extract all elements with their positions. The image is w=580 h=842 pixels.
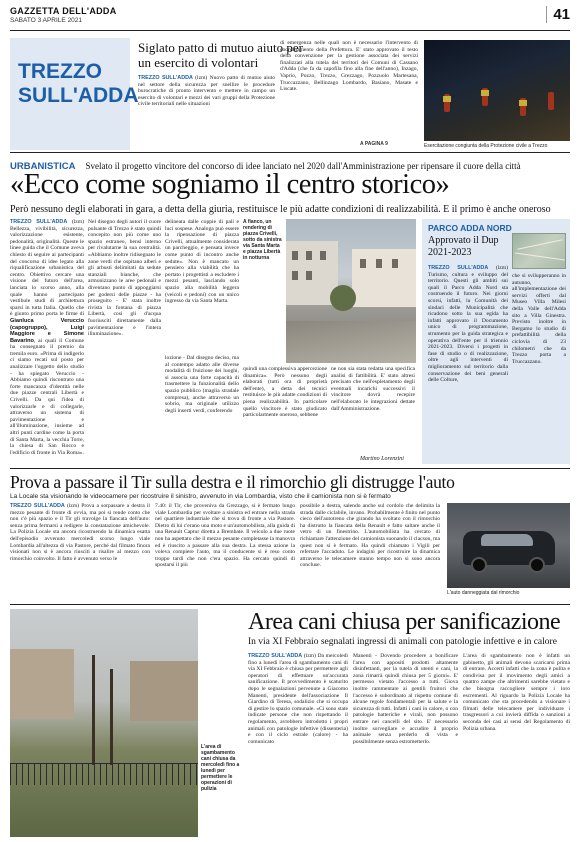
author-tag: (lzm) <box>71 219 84 225</box>
body-text: , ai quali il Comune ha consegnato il premio da tremila euro. «Prima di indigerlo ci siamo recati sul posto per analizzare l'oggetto dello studio - ha spiegato Veruccio - Abbiamo quindi riscontrato una forte mancanza d'identità nelle due piazze centrali Libertà e Crivelli. Da qui l'idea di valorizzarle e di collegarle, attraverso un sistema di pavimentazione e all'illuminazione, insieme ad altri punti cardine come la porta di Santa Marta, la vecchia Torre, la chiesa di San Rocco e l'edificio di fronte in Via Roma». <box>10 337 84 456</box>
story2-column-2: 7.40: il Tir, che proveniva da Grezzago, si è fermato lungo viale Lombardia per svoltare a sinistra ed entrare nella strada nel quartiere industriale che si trova di fronte a via Pastore. Dietro di lui c'erano una moto e un'automobilista, alla guida di una Renault Captur diretta a Brembate. Il veicolo a due ruote non ha aspettato che il mezzo pesante completasse la manovra ed è riuscito a passare alla sua destra. La stessa azione la voleva compiere l'auto, ma il conducente si è reso conto troppo tardi che non c'era spazio. Ha cercato quindi di spostarsi il più <box>155 503 295 569</box>
section-tag-line1: TREZZO <box>18 60 102 83</box>
body-text: Turismo, cultura e sviluppo del territorio. Questi gli ambiti sui quali il Parco Adda Nord sta costruendo il futuro. Nei giorni scorsi, infatti, la Comunità dei sindaci delle Municipalità che ricadono sotto la sua egida ha infatti approvato il Documento unico di programmazione, strumento per la guida strategica e operativa dell'ente per il triennio 2021-2023. Diversi i progetti in fase di studio o di realizzazione, oltre agli interventi di miglioramento sul territorio dalla conservazione dei beni generali delle Colture, <box>428 271 508 384</box>
sidebar-body-1 <box>428 265 508 461</box>
building-shape <box>352 249 416 307</box>
section-divider <box>10 152 570 153</box>
body-text: Da mercoledì fino a lunedì l'area di sgambamento cani di via XI Febbraio è chiusa per permettere agli operatori di effettuare un'accurata sanificazione. Il provvedimento è scaturito dopo le segnalazioni pervenute a Giacomo Manenti, presidente dell'associazione Il Giardino di Teresa, sodalizio che si occupa di gestire lo spazio comunale. «Ci sono state indicate persone che non rispettando il regolamento, avrebbero introdotto i propri animali con patologie infettive (dissenteria) e con il ciclo estrale (calore) - ha comunicato <box>248 653 348 745</box>
story3-column-2: Manenti - Dovendo procedere a bonificare l'area con appositi prodotti altamente disinfettanti, per la tutela di utenti e cani, la zona rimarrà quindi chiusa per 5 giorni». E' permesso vietato l'accesso a tutti. Giova inoltre rammentare ai gentili fruitori che l'accesso è subordinato al rispetto comune di alcune regole fondamentali per la salute e la sicurezza di tutti. Infatti i cani in calore, o con patologie batteriche e virali, non possono entrare nei cancelli del sito. E' necessario inoltre sorvegliare e accudire il proprio animale senza perderlo di vista e possibilmente senza estrometterlo. <box>353 653 458 745</box>
section-divider <box>10 604 570 605</box>
masthead <box>10 4 570 34</box>
story3-subheadline: In via XI Febbraio segnalati ingressi di animali con patologie infettive e in calore <box>248 637 557 647</box>
dateline: TREZZO SULL'ADDA <box>10 503 65 509</box>
story2-column-3: possibile a destra, salendo anche sul cordolo che delimita la strada dalle ciclabile, invano. Probabilmente è finito nel punto cieco dell'autotreno che girando ha svoltato con il rimorchio ha distrutto la fiancata della Renault e fatto saltare anche il vetro di un finestrino. L'automobilista ha cercato di richiamare l'attenzione del camionista suonando il clacson, ma quest non si è fermato. Ha quindi chiamato i Vigili per refertare l'accaduto. Le indagini per ricostruire la dinamica attraverso le telecamere stanno tempo non si sono ancora concluse. <box>300 503 440 569</box>
section-divider <box>10 468 570 469</box>
kicker-label: URBANISTICA <box>10 161 76 172</box>
article-column-1 <box>10 219 84 464</box>
story3-column-1 <box>248 653 348 837</box>
article-column-4: quindi una complessiva appercezione dinamica». Però nessuno degli elaborati (tutti ora di proprietà dell'ente), a detta dei tecnici restituisce le più adatte condizioni di piena realizzabilità. In particolare quello vincitore è stato giudicato particolarmente oneroso, sebbene <box>243 366 327 419</box>
rescuer-figure <box>548 92 554 110</box>
window-shape <box>306 251 312 260</box>
car-wheel <box>471 557 487 573</box>
piazza-pavement <box>286 321 416 363</box>
body-text: Bellezza, vivibilità, sicurezza, valorizzazione esistente, pedonalità, originalità. Queste le linee guida che il Comune aveva chiesto di seguire ai partecipanti del concorso di idee legato alla riqualificazione urbanistica del centro. Obiettivo cercare una visione del futuro dell'area, lanciata lo scorso anno, alla quale hanno partecipato vestibule studi di architettura sparsi in tutta Italia. Quello che è giunto primo porta le firme di <box>10 225 84 318</box>
car-wheel <box>529 557 545 573</box>
sidebar-title: Approvato il Dup 2021-2023 <box>428 235 499 258</box>
sidebar-kicker: PARCO ADDA NORD <box>428 223 512 233</box>
map-road <box>517 239 562 250</box>
car-window <box>481 534 533 546</box>
story3-column-3: L'area di sgambamento non è infatti un gabinetto, gli animali devono scaricarsi prima di entrare. Accerti infatti che la zona è pulita e condivisa per il movimento degli amici a quattro zampe che altrimenti sarebbe vietato e che bisogna raccogliere sempre i loro escrementi. Al riguardo la Polizia Locale ha comunicato che sta procedendo a visionare i filmati delle telecamere per individuare i trasgressori a cui invierà diffida o sanzioni a seconda dei casi ai sensi del Regolamento di Polizia urbana. <box>463 653 570 732</box>
building-shape <box>10 649 74 719</box>
rescuer-vest <box>481 90 489 96</box>
damaged-car-photo <box>447 503 570 588</box>
top-photo-caption: Esercitazione congiunta della Protezione civile a Trezzo <box>424 143 548 149</box>
author-tag: (lzm) <box>66 503 80 509</box>
window-shape <box>376 259 382 268</box>
park-map-image <box>512 233 566 269</box>
article-column-5: ne non sia stata redatta una specifica analisi di fattibilità. E' stato altresì precisato che nell'espletamento degli eventuali incarichi successivi il vincitore dovrà recepire nell'elaborato le integrazioni dettate dall'Amministrazione. <box>331 366 415 412</box>
tree-shape <box>330 285 356 311</box>
section-tag <box>10 38 139 150</box>
sidebar-box <box>422 219 570 464</box>
author-tag: (lzm) <box>195 75 208 81</box>
top-story-body-2: di emergenza nelle quali non è necessario l'intervento di coordinamento della Prefettura. E' stato approvato il testo della convenzione per la gestione associata dei servizi finalizzati alla tutela dei territori dei Comuni di Cassano d'Adda (che fa da capofila fino alla fine dell'anno), Inzago, Vaprio, Pozzo, Trezzo, Grezzago, Pozzuolo Martesana, Truccazzano, Bellinzago Lombardo, Basiano, Masate e Liscate. <box>280 40 418 93</box>
top-story-title: Siglato patto di mutuo aiuto per un esercito di volontari <box>138 40 304 70</box>
dateline: TREZZO SULL'ADDA <box>10 219 68 225</box>
window-shape <box>360 259 366 268</box>
story2-column-1 <box>10 503 150 599</box>
tree-trunk <box>92 655 95 765</box>
civil-protection-photo <box>424 40 570 141</box>
section-tag-line2: SULL'ADDA <box>18 84 139 107</box>
window-shape <box>292 251 298 260</box>
story3-headline: Area cani chiusa per sanificazione <box>248 609 561 635</box>
fence <box>10 763 198 785</box>
author-tag: (lzm) <box>495 265 508 271</box>
rendering-caption: A fianco, un rendering di piazza Crivelli, sotto da sinistra via Santa Marta e piazza Libertà in notturna <box>243 219 282 261</box>
tree-trunk <box>110 669 113 765</box>
page-refer: A PAGINA 9 <box>360 141 388 147</box>
rescuer-vest <box>443 96 451 102</box>
map-road <box>515 253 565 261</box>
window-shape <box>306 271 312 280</box>
body-text: Prova a sorpassare a destra il mezzo pesante di fronte di ovvia, ma poi si rende conto che non c'è più spazio e il Tir gli travolge la fiancata dell'auto: senza prima fermarsi a redigere la constatazione amichevole. La Polizia Locale sta ancora ricostruendo la dinamica esatta dell'episodio avvenuto mercoledì scorso lungo viale Lombardia all'altezza di via Pastore, perché dal filmato finora visionati non si è ancora riusciti a risalire al mezzo con rimorchio coinvolto. Il fatto è avvenuto verso le <box>10 503 150 562</box>
issue-date: SABATO 3 APRILE 2021 <box>10 17 83 24</box>
dog-area-photo <box>10 609 198 837</box>
dog-area-caption: L'area di sgambamento cani chiusa da mercoledì fino a lunedì per permettere le operazioni di pulizia <box>201 744 240 792</box>
article-column-2: Nel disegno degli autori il cuore pulsante di Trezzo è stato quindi concepito non più come uno spazio estraneo, bensì interno per rivalutarne la sua centralità. «Abbiamo inoltre ridisegnato le zone verdi che ospitano alberi e gli arbusti delimitati da sedute stanziali bianche, che armonizzano le aree pedonali e diventano punto di appoggiarsi per godersi delle piazze - ha proseguito - E' stata inoltre rivista la fontana di piazza Libertà, così gli d'acqua fuoriusciti direttamente dalla pavimentazione e l'intera illuminazione». <box>88 219 161 338</box>
building-shape <box>130 661 198 721</box>
dateline: TREZZO SULL'ADDA <box>428 265 489 271</box>
kicker-text: Svelato il progetto vincitore del concorso di idee lanciato nel 2020 dall'Amministrazione per ripensare il cuore della città <box>85 161 521 171</box>
winner-names: Gianluca Veruccio (capogruppo), Luigi Maggiore e Simone Bavarino <box>10 317 84 344</box>
story2-subheadline: La Locale sta visionando le videocamere per ricostruire il sinistro, avvenuto in via Lombardia, visto che il camionista non si è fermato <box>10 493 391 500</box>
byline: Martino Lorenzini <box>360 456 404 462</box>
dateline: TREZZO SULL'ADDA <box>248 653 303 659</box>
sidebar-body-2: che si svilupperanno in autunno, all'implementazione dei servizi offerti dal Museo Villa Milesi della Valle dell'Adda sito a Villa Ginestra. Previsto inoltre in Bergamo lo studio di prefattibilità della ciclovia di 23 chilometri che da Trezzo porta a Truccazzano. <box>512 273 566 365</box>
author-tag: (lzm) <box>303 653 316 659</box>
article-column-3: delineata dalle coppie di pali e luci sospese. Analoga può essere la ripensazione di piazza Crivelli, attualmente considerata un parcheggio, e pensata invece come punto di incontro anche sedute». Non è mancato un pensiero alla viabilità che ha portato i progettisti a escludere i mezzi pesanti, lasciando solo spazio alla mobilità leggera (veicoli e pedoni) con un unico ingresso da via Santa Marta. <box>165 219 239 305</box>
article-column-3b: lozione - Dal disegno deciso, ma al contempo adatto alle diverse modalità di fruizione dei luoghi, si associa una forte capacità di trasmettere la funzionalità dello spazio pubblico (maglia stradale compresa), anche attraverso un sobrio, ma originale utilizzo degli inserti verdi, conferendo <box>165 355 239 414</box>
main-headline: «Ecco come sogniamo il centro storico» <box>10 169 450 200</box>
window-shape <box>392 259 398 268</box>
window-shape <box>292 271 298 280</box>
piazza-rendering-image <box>286 219 416 363</box>
newspaper-name: GAZZETTA DELL'ADDA <box>10 6 117 16</box>
page-number: 41 <box>546 6 570 23</box>
car-photo-caption: L'auto danneggiata dal rimorchio <box>447 590 520 596</box>
story2-headline: Prova a passare il Tir sulla destra e il rimorchio gli distrugge l'auto <box>10 472 455 492</box>
body-text: Nuovo patto di mutuo aiuto nel settore della sicurezza per snellire le procedure burocratiche di pronto intervento e mettere in campo un esercito di volontari e mezzi dei vari gruppi della Protezione civile territoriali nelle situazioni <box>138 75 275 108</box>
top-story-body-1 <box>138 75 275 145</box>
window-shape <box>320 251 326 260</box>
rescuer-vest <box>519 100 527 106</box>
masthead-rule <box>10 30 570 31</box>
dateline: TREZZO SULL'ADDA <box>138 75 193 81</box>
main-subheadline: Però nessuno degli elaborati in gara, a detta della giuria, restituisce le più adatte condizioni di realizzabilità. E il primo è anche oneroso <box>10 204 551 215</box>
